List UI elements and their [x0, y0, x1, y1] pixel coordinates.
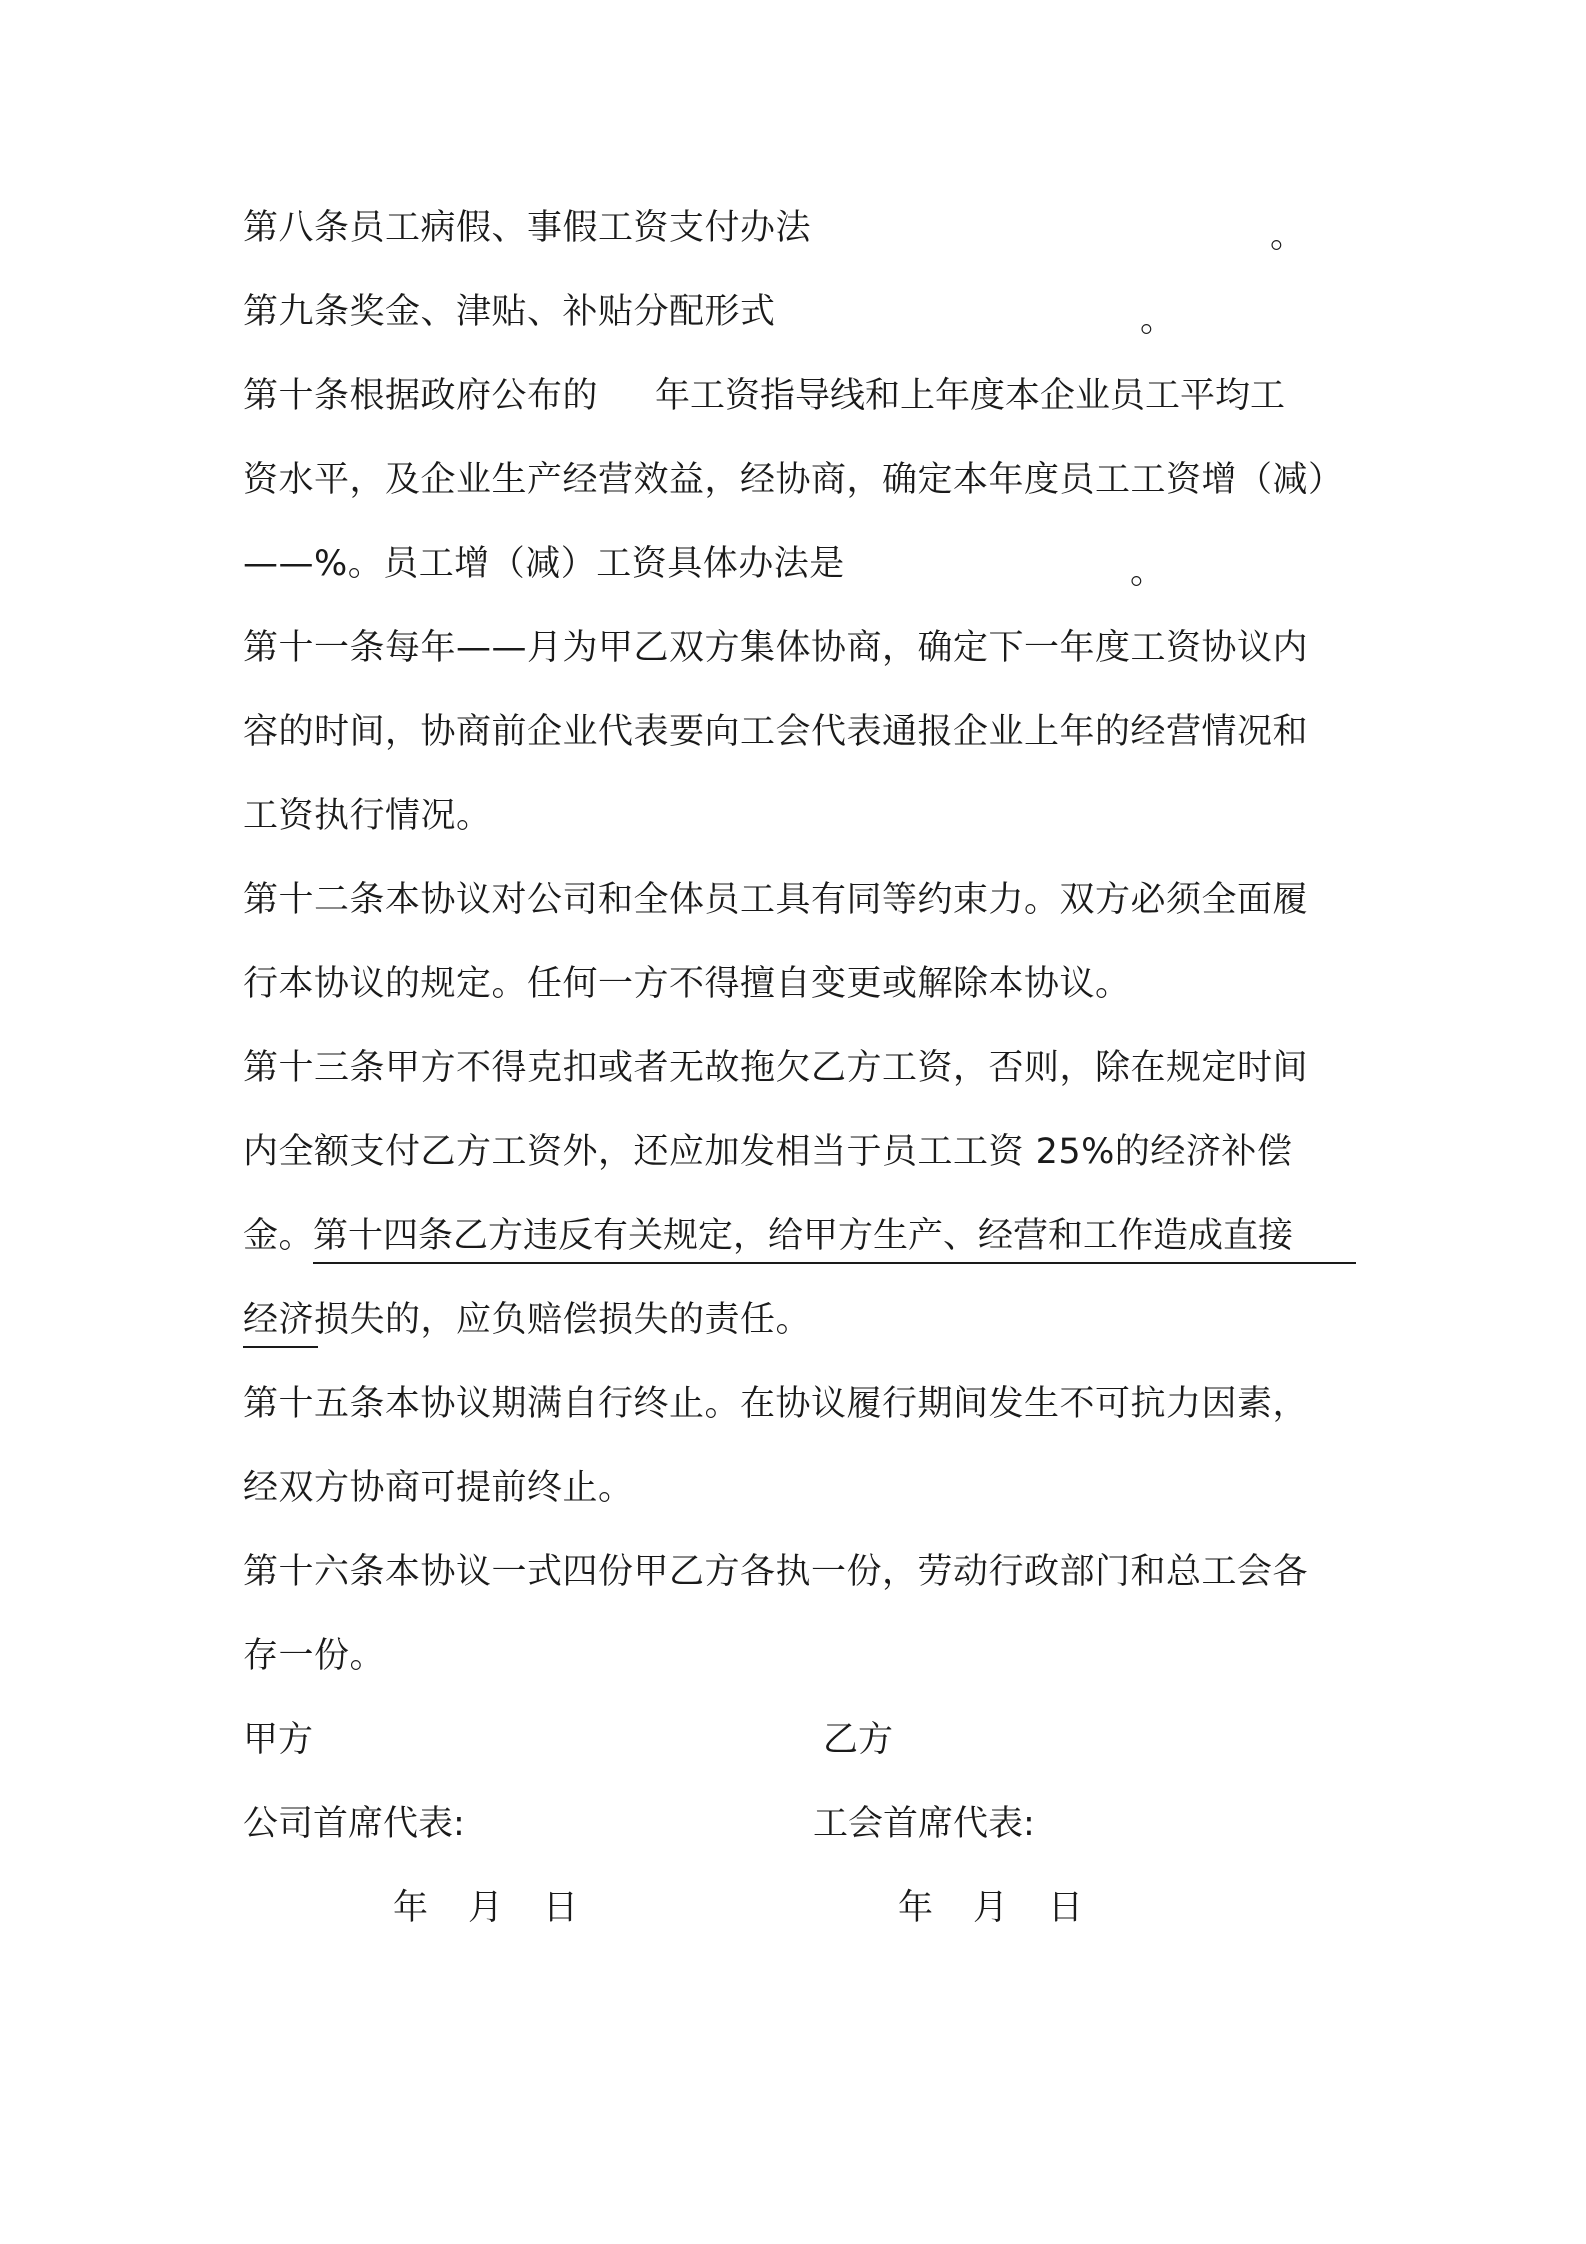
- clause-15-line-1: 第十五条本协议期满自行终止。在协议履行期间发生不可抗力因素，: [243, 1384, 1309, 1424]
- clause-14-line-2: 经济损失的，应负赔偿损失的责任。: [243, 1300, 812, 1340]
- clause-16-line-2: 存一份。: [243, 1636, 386, 1676]
- clause-16-line-1: 第十六条本协议一式四份甲乙方各执一份，劳动行政部门和总工会各: [243, 1552, 1309, 1592]
- date-b-month: 月: [973, 1888, 1009, 1928]
- clause-15-line-2: 经双方协商可提前终止。: [243, 1468, 634, 1508]
- clause-13-line-3a: 金。: [243, 1216, 315, 1256]
- date-b-day: 日: [1048, 1888, 1084, 1928]
- clause-10-end: 。: [1130, 552, 1166, 592]
- clause-14-underline-2: [243, 1346, 318, 1348]
- clause-11-line-1: 第十一条每年——月为甲乙双方集体协商，确定下一年度工资协议内: [243, 628, 1309, 668]
- date-b-year: 年: [898, 1888, 934, 1928]
- clause-12-line-2: 行本协议的规定。任何一方不得擅自变更或解除本协议。: [243, 964, 1131, 1004]
- clause-9: 第九条奖金、津贴、补贴分配形式: [243, 292, 776, 332]
- clause-11-line-2: 容的时间，协商前企业代表要向工会代表通报企业上年的经营情况和: [243, 712, 1309, 752]
- clause-10-line-3: ——%。员工增（减）工资具体办法是: [243, 544, 845, 584]
- clause-14-line-1: 第十四条乙方违反有关规定，给甲方生产、经营和工作造成直接: [313, 1216, 1294, 1256]
- clause-13-line-1: 第十三条甲方不得克扣或者无故拖欠乙方工资，否则，除在规定时间: [243, 1048, 1309, 1088]
- party-b-label: 乙方: [823, 1720, 894, 1760]
- clause-13-line-2: 内全额支付乙方工资外，还应加发相当于员工工资 25%的经济补偿: [243, 1132, 1293, 1172]
- party-a-label: 甲方: [243, 1720, 314, 1760]
- clause-8: 第八条员工病假、事假工资支付办法: [243, 208, 812, 248]
- clause-11-line-3: 工资执行情况。: [243, 796, 492, 836]
- date-a-day: 日: [543, 1888, 579, 1928]
- clause-10-line-1b: 年工资指导线和上年度本企业员工平均工: [655, 376, 1286, 416]
- clause-10-line-2: 资水平，及企业生产经营效益，经协商，确定本年度员工工资增（减）: [243, 460, 1344, 500]
- clause-9-end: 。: [1140, 300, 1176, 340]
- clause-8-end: 。: [1270, 216, 1306, 256]
- date-a-month: 月: [468, 1888, 504, 1928]
- clause-10-line-1a: 第十条根据政府公布的: [243, 376, 599, 416]
- clause-12-line-1: 第十二条本协议对公司和全体员工具有同等约束力。双方必须全面履: [243, 880, 1309, 920]
- union-representative-label: 工会首席代表:: [813, 1804, 1035, 1844]
- date-a-year: 年: [393, 1888, 429, 1928]
- company-representative-label: 公司首席代表:: [243, 1804, 465, 1844]
- clause-14-underline-1: [313, 1262, 1356, 1264]
